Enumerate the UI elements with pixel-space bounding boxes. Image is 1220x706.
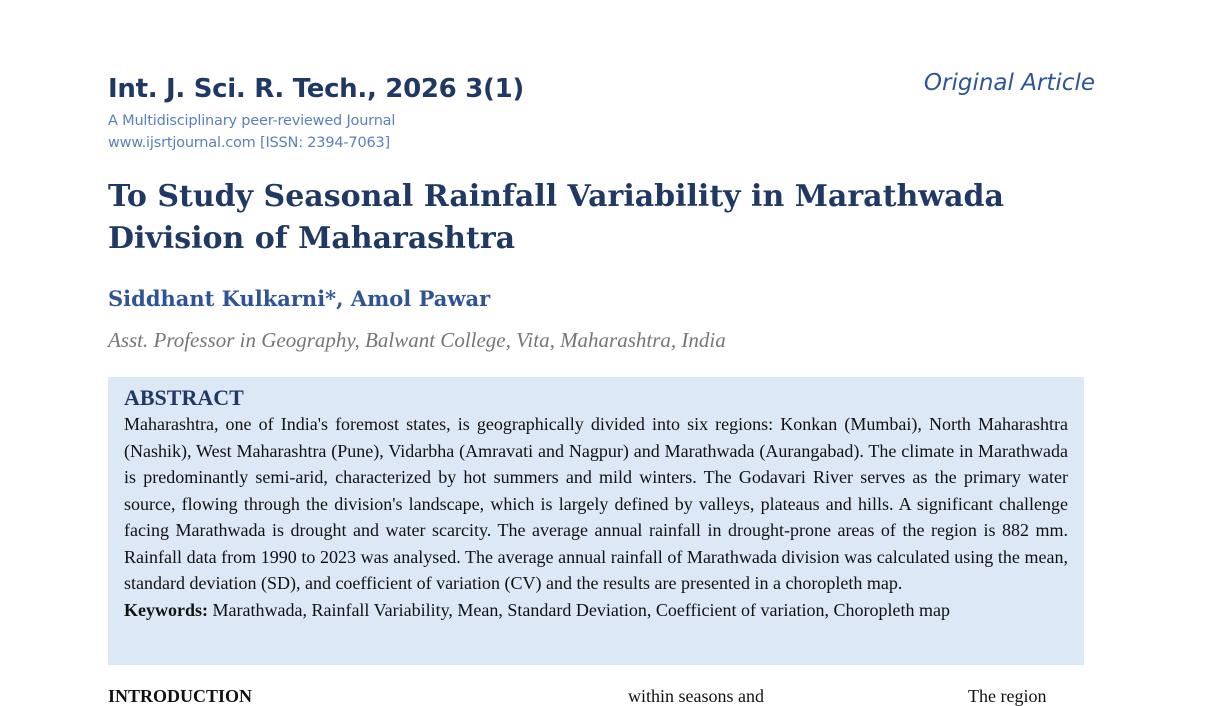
abstract-box xyxy=(108,377,1084,665)
abstract-body: Maharashtra, one of India's foremost states, is geographically divided into six regions: Konkan (Mumbai), North Maharashtra (Nashik), West Maharashtra (Pune), Vidarbha (Amravati and Nagpur) and Marathwada (Aurangabad). The climate in Marathwada is predominantly semi-arid, characterized by hot summers and mild winters. The Godavari River serves as the primary water source, flowing through the division's landscape, which is largely defined by valleys, plateaus and hills. A significant challenge facing Marathwada is drought and water scarcity. The average annual rainfall in drought-prone areas of the region is 882 mm. Rainfall data from 1990 to 2023 was analysed. The average annual rainfall of Marathwada division was calculated using the mean, standard deviation (SD), and coefficient of variation (CV) and the results are presented in a choropleth map. xyxy=(124,414,1068,593)
abstract-heading: ABSTRACT xyxy=(124,385,244,410)
affiliation: Asst. Professor in Geography, Balwant College, Vita, Maharashtra, India xyxy=(108,328,726,352)
body-text-fragment-right: The region xyxy=(968,686,1047,706)
paper-title-line1: To Study Seasonal Rainfall Variability in Marathwada xyxy=(108,179,1004,214)
paper-title-line2: Division of Maharashtra xyxy=(108,221,516,256)
journal-url[interactable]: www.ijsrtjournal.com [ISSN: 2394-7063] xyxy=(108,135,390,151)
paper-title xyxy=(108,176,1108,260)
authors: Siddhant Kulkarni*, Amol Pawar xyxy=(108,286,491,311)
article-type-label: Original Article xyxy=(923,70,1095,96)
keywords xyxy=(124,597,1068,623)
journal-description: A Multidisciplinary peer-reviewed Journal xyxy=(108,113,396,129)
keywords-label: Keywords: xyxy=(124,599,208,620)
body-text-fragment: within seasons and xyxy=(628,686,764,706)
section-heading-introduction: INTRODUCTION xyxy=(108,686,253,706)
journal-title: Int. J. Sci. R. Tech., 2026 3(1) xyxy=(108,74,524,104)
keywords-list: Marathwada, Rainfall Variability, Mean, Standard Deviation, Coefficient of variation, Choropleth map xyxy=(212,599,950,620)
